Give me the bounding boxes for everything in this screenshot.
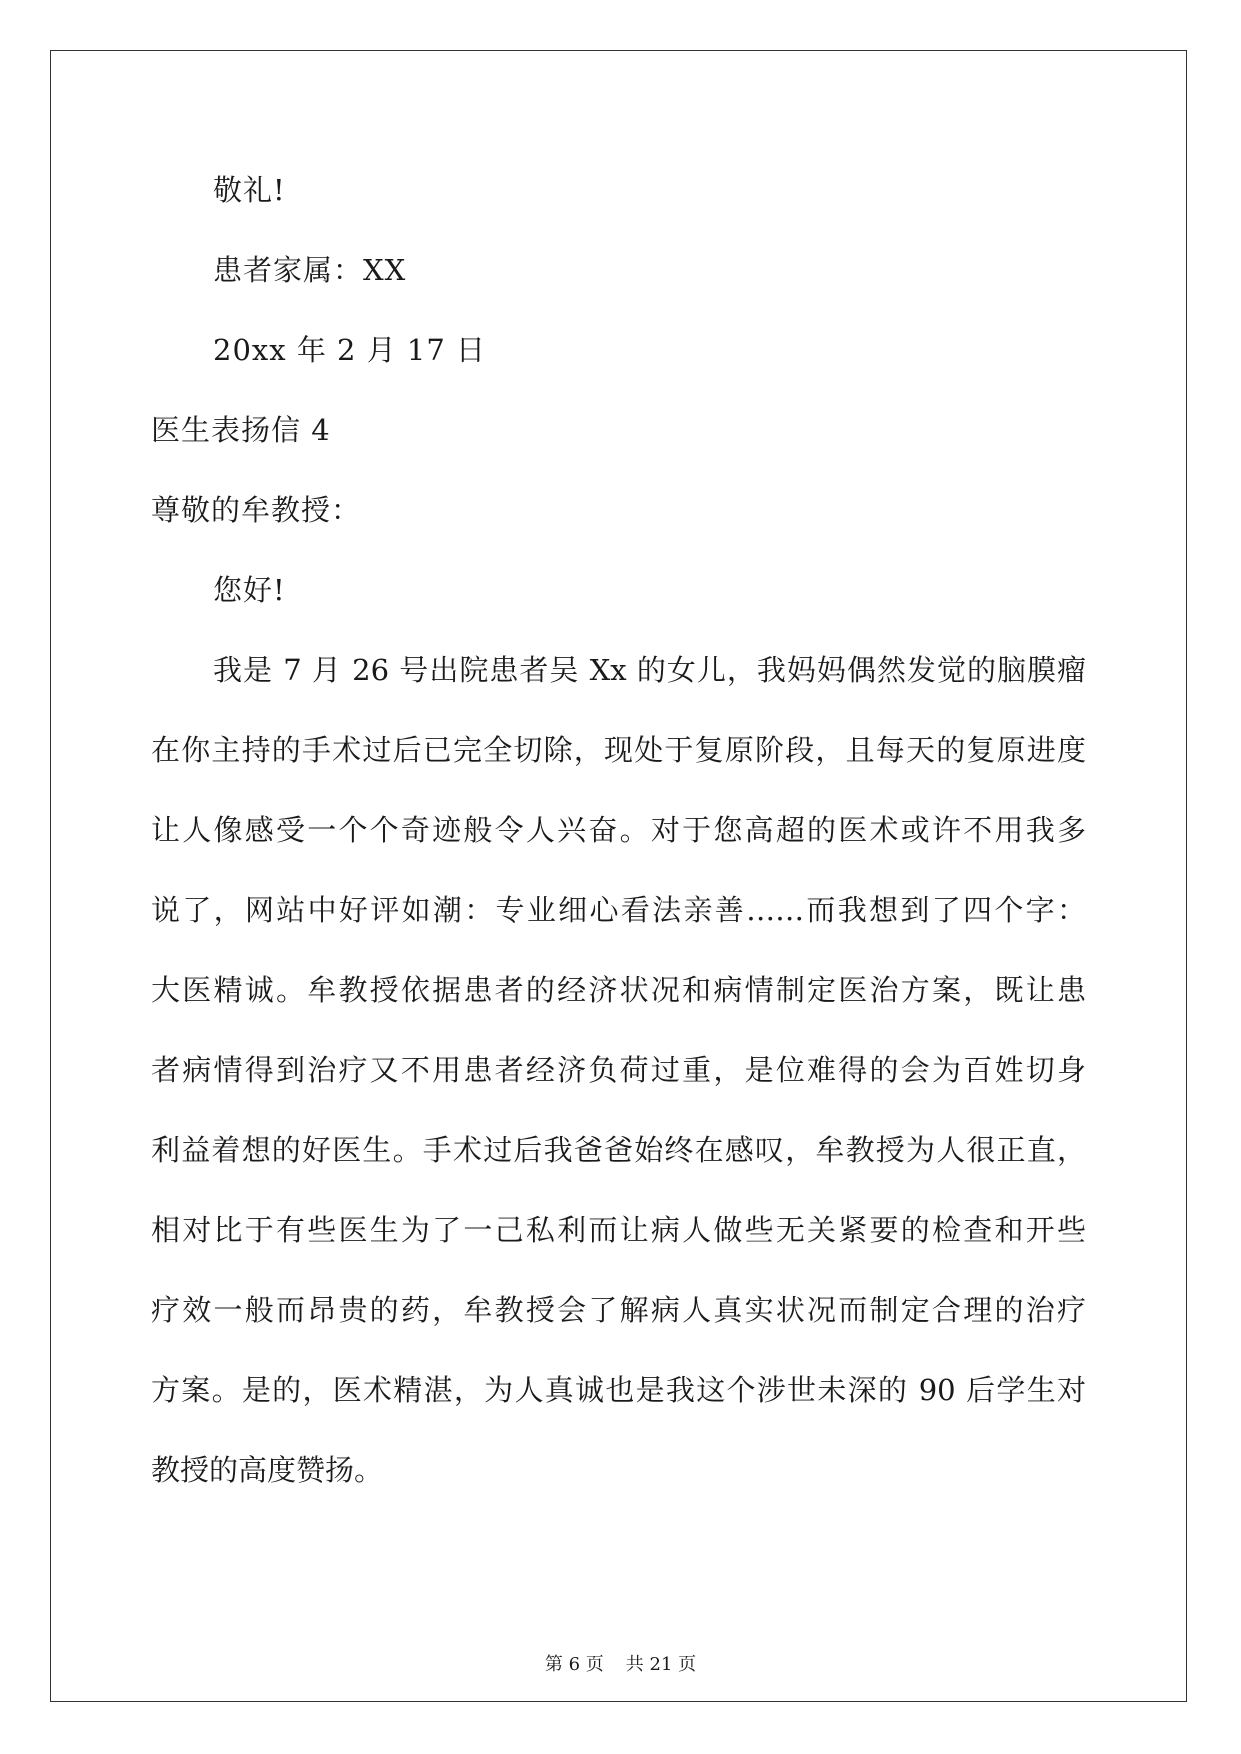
body-line: 者病情得到治疗又不用患者经济负荷过重，是位难得的会为百姓切身: [151, 1053, 1086, 1087]
closing-signature: 患者家属：XX: [213, 253, 407, 287]
body-line: 疗效一般而昂贵的药，牟教授会了解病人真实状况而制定合理的治疗: [151, 1293, 1086, 1327]
body-line: 利益着想的好医生。手术过后我爸爸始终在感叹，牟教授为人很正直，: [151, 1133, 1086, 1167]
body-line: 说了，网站中好评如潮：专业细心看法亲善……而我想到了四个字：: [151, 893, 1086, 927]
page-footer: [0, 1653, 1241, 1677]
letter-greeting: 您好!: [213, 573, 286, 607]
letter-recipient: 尊敬的牟教授：: [151, 493, 362, 527]
body-line: 让人像感受一个个奇迹般令人兴奋。对于您高超的医术或许不用我多: [151, 813, 1086, 847]
body-line: 在你主持的手术过后已完全切除，现处于复原阶段，且每天的复原进度: [151, 733, 1086, 767]
page-number: 第 6 页: [544, 1654, 604, 1675]
body-line: 相对比于有些医生为了一己私利而让病人做些无关紧要的检查和开些: [151, 1213, 1086, 1247]
page-total: 共 21 页: [625, 1654, 697, 1675]
body-line: 大医精诚。牟教授依据患者的经济状况和病情制定医治方案，既让患: [151, 973, 1086, 1007]
closing-date: 20xx 年 2 月 17 日: [213, 333, 487, 367]
body-line: 方案。是的，医术精湛，为人真诚也是我这个涉世未深的 90 后学生对: [151, 1373, 1086, 1407]
body-line: 我是 7 月 26 号出院患者吴 Xx 的女儿，我妈妈偶然发觉的脑膜瘤: [213, 653, 1086, 687]
closing-salute: 敬礼!: [213, 173, 286, 207]
letter-title: 医生表扬信 4: [151, 413, 331, 447]
body-line: 教授的高度赞扬。: [151, 1453, 384, 1487]
